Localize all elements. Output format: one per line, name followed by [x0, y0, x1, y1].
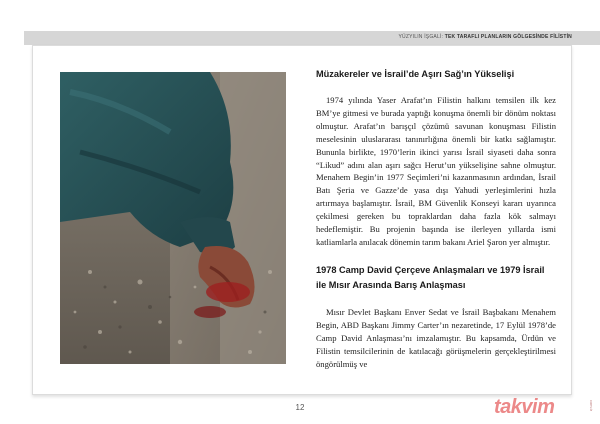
page-number: 12 [295, 403, 305, 412]
section-paragraph: Mısır Devlet Başkanı Enver Sedat ve İsrail Başbakanı Menahem Begin, ABD Başkanı Jimmy Carter’ın nezaretinde, 17 Eylül 1978’de Camp David Anlaşması’nı imzalamıştır. Bu kapsamda, Ürdün ve Filistin temsilcilerinin de katılacağı görüşmelerin gerçekleştirilmesi öngörülmüş ve [316, 306, 556, 369]
running-header [399, 34, 572, 40]
text-column [316, 68, 556, 370]
running-header-title: TEK TARAFLI PLANLARIN GÖLGESİNDE FİLİSTİN [444, 34, 572, 40]
photo [60, 72, 286, 364]
running-header-prefix: YÜZYILIN İŞGALİ: [398, 34, 444, 40]
section-heading: Müzakereler ve İsrail’de Aşırı Sağ’ın Yükselişi [316, 69, 515, 79]
section-heading: 1978 Camp David Çerçeve Anlaşmaları ve 1979 İsrail ile Mısır Arasında Barış Anlaşması [316, 264, 545, 290]
watermark-domain: com.tr [589, 400, 594, 412]
watermark-text: takvim [494, 396, 555, 418]
watermark-logo [494, 394, 598, 422]
section-paragraph: 1974 yılında Yaser Arafat’ın Filistin halkını temsilen ilk kez BM’ye gitmesi ve burada yaptığı konuşma önemli bir dönüm noktası olmuştur. Arafat’ın barışçıl çözümü savunan konuşması Filistin meselesinin uluslararası tanınırlığına önemli bir katkı sağlamıştır. Bununla birlikte, 1970’lerin ikinci yarısı İsrail siyaseti daha sonra “Likud” adını alan aşırı sağcı Herut’un yükselişine sahne olmuştur. Menahem Begin’in 1977 Seçimleri’ni kazanmasının ardından, İsrail Batı Şeria ve Gazze’de yasa dışı Yahudi yerleşimlerini hızla artırmaya başlamıştır. İsrail, BM Güvenlik Konseyi kararı uyarınca çekilmesi gereken bu topraklardan daha fazla kök salmayı hedeflemiştir. Bu projenin başında ise ilerleyen yıllarda ismi katliamlarla anılacak dönemin tarım bakanı Ariel Şaron yer almıştır. [316, 95, 556, 247]
